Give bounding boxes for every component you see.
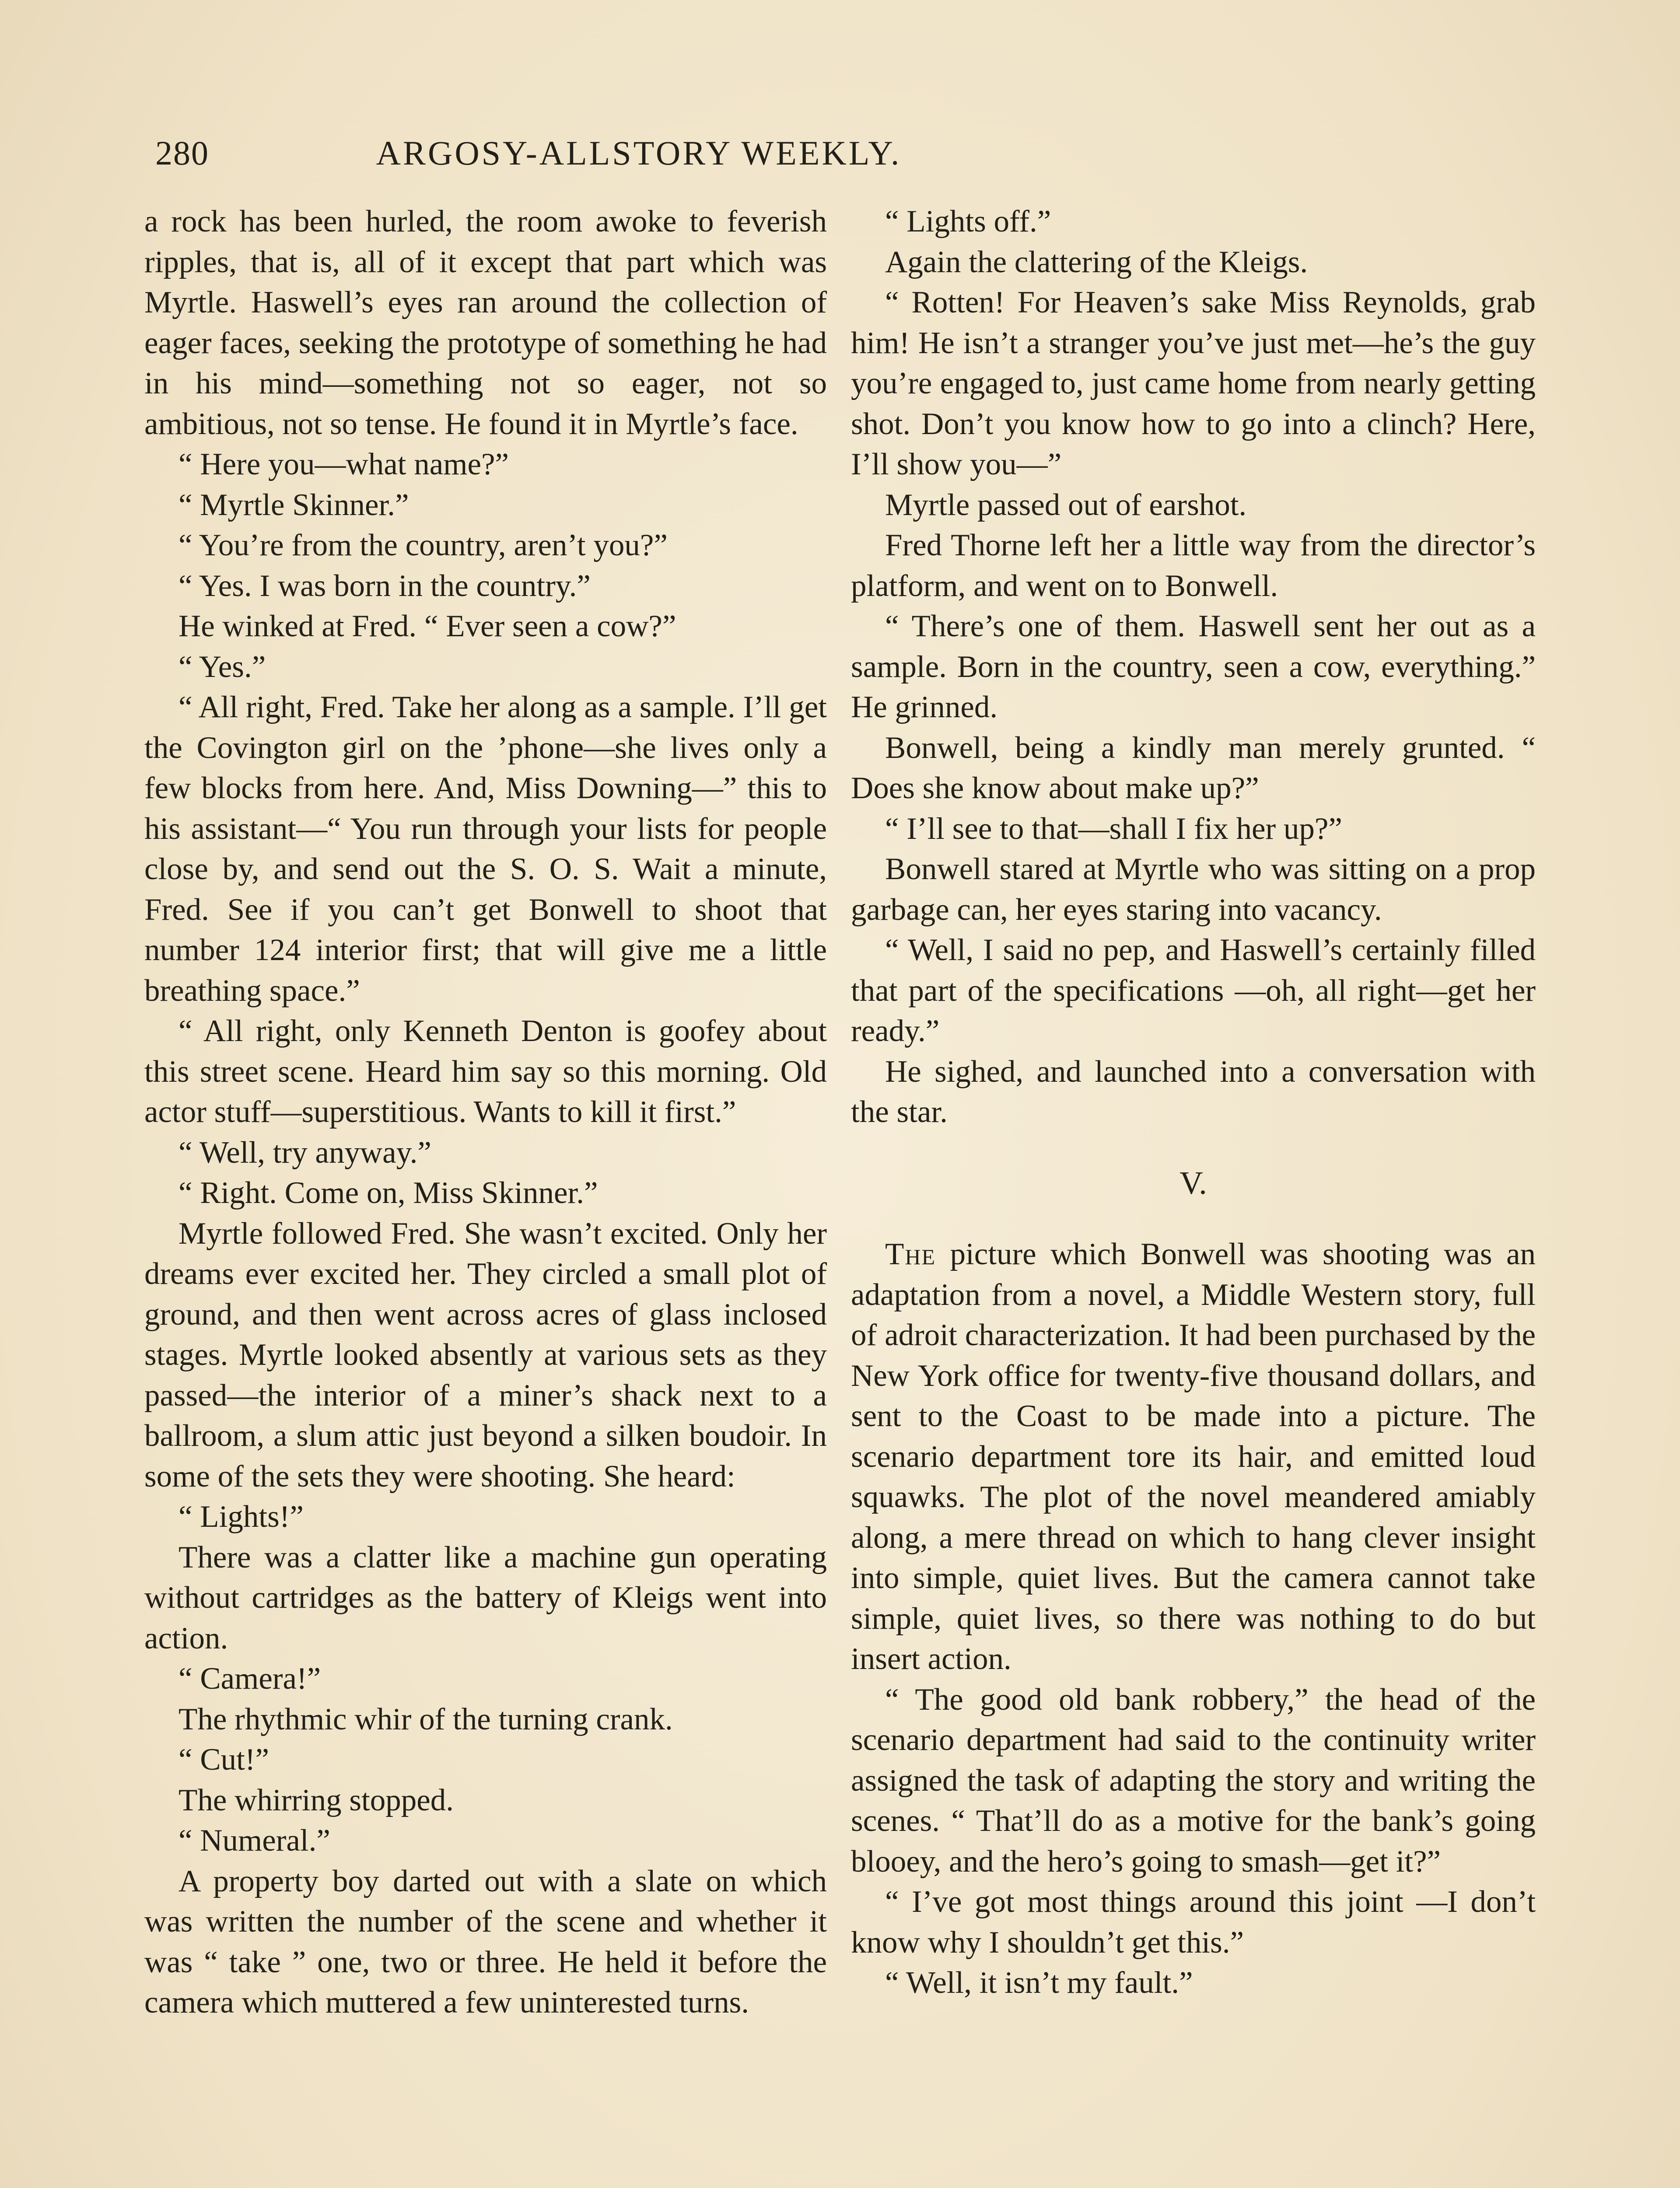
paragraph: “ Lights!”: [178, 1500, 304, 1534]
section-lead-word: The: [885, 1237, 936, 1271]
left-text-column: [144, 201, 827, 2023]
paragraph: Myrtle followed Fred. She wasn’t excited. Only her dreams ever excited her. They circled a small plot of ground, and then went across acres of glass inclosed stages. Myrtle looked absently at various sets as they passed—the interior of a miner’s shack next to a ballroom, a slum attic just beyond a silken boudoir. In some of the sets they were shooting. She heard:: [144, 1216, 827, 1494]
paragraph: Fred Thorne left her a little way from the director’s platform, and went on to Bonwell.: [851, 528, 1536, 603]
paragraph: “ I’ve got most things around this joint —I don’t know why I shouldn’t get this.”: [851, 1885, 1536, 1960]
paragraph: “ Myrtle Skinner.”: [178, 487, 409, 522]
running-header: [155, 127, 1122, 179]
paragraph: “ Numeral.”: [178, 1823, 330, 1858]
paragraph: “ There’s one of them. Haswell sent her out as a sample. Born in the country, seen a cow, everything.” He grinned.: [851, 609, 1536, 724]
paragraph: a rock has been hurled, the room awoke to feverish ripples, that is, all of it except that part which was Myrtle. Haswell’s eyes ran around the collection of eager faces, seeking the prototype of something he had in his mind—something not so eager, not so ambitious, not so tense. He found it in Myrtle’s face.: [144, 204, 827, 441]
paragraph: “ Well, I said no pep, and Haswell’s certainly filled that part of the specifications —oh, all right—get her ready.”: [851, 933, 1536, 1048]
page-number: 280: [155, 134, 209, 172]
paragraph: “ Yes. I was born in the country.”: [178, 568, 591, 603]
paragraph: Bonwell stared at Myrtle who was sitting on a prop garbage can, her eyes staring into vacancy.: [851, 852, 1536, 927]
paragraph: He winked at Fred. “ Ever seen a cow?”: [178, 609, 676, 643]
paragraph: “ Cut!”: [178, 1743, 270, 1777]
paragraph: He sighed, and launched into a conversation with the star.: [851, 1054, 1536, 1129]
paragraph: “ All right, Fred. Take her along as a sample. I’ll get the Covington girl on the ’phone—she lives only a few blocks from here. And, Miss Downing—” this to his assistant—“ You run through your lists for people close by, and send out the S. O. S. Wait a minute, Fred. See if you can’t get Bonwell to shoot that number 124 interior first; that will give me a little breathing space.”: [144, 690, 827, 1008]
paragraph: “ All right, only Kenneth Denton is goofey about this street scene. Heard him say so this morning. Old actor stuff—superstitious. Wants to kill it first.”: [144, 1014, 827, 1129]
section-first-paragraph: [851, 1234, 1536, 1680]
paragraph: Myrtle passed out of earshot.: [885, 487, 1247, 522]
paragraph: “ Lights off.”: [885, 204, 1051, 238]
magazine-title: ARGOSY-ALLSTORY WEEKLY.: [376, 134, 902, 172]
right-column-top: [851, 201, 1536, 1133]
paragraph: “ Rotten! For Heaven’s sake Miss Reynolds, grab him! He isn’t a stranger you’ve just met—he’s the guy you’re engaged to, just came home from nearly getting shot. Don’t you know how to go into a clinch? Here, I’ll show you—”: [851, 285, 1536, 481]
paragraph: “ Right. Come on, Miss Skinner.”: [178, 1176, 598, 1210]
right-column-bottom: [851, 1680, 1536, 2003]
paragraph: The whirring stopped.: [178, 1783, 454, 1817]
section-heading: V.: [1180, 1165, 1207, 1201]
section-first-paragraph-text: picture which Bonwell was shooting was an adaptation from a novel, a Middle Western story, full of adroit characterization. It had been purchased by the New York office for twenty-five thousand dollars, and sent to the Coast to be made into a picture. The scenario department tore its hair, and emitted loud squawks. The plot of the novel meandered amiably along, a mere thread on which to hang clever insight into simple, quiet lives. But the camera cannot take simple, quiet lives, so there was nothing to do but insert action.: [851, 1237, 1536, 1676]
paragraph: “ You’re from the country, aren’t you?”: [178, 528, 668, 562]
paragraph: Again the clattering of the Kleigs.: [885, 245, 1308, 279]
paragraph: The rhythmic whir of the turning crank.: [178, 1702, 673, 1736]
paragraph: There was a clatter like a machine gun operating without cartridges as the battery of Kleigs went into action.: [144, 1540, 827, 1655]
paragraph: “ Well, it isn’t my fault.”: [885, 1966, 1193, 2000]
paragraph: “ I’ll see to that—shall I fix her up?”: [885, 811, 1342, 846]
paragraph: A property boy darted out with a slate on which was written the number of the scene and whether it was “ take ” one, two or three. He held it before the camera which muttered a few uninterested turns.: [144, 1864, 827, 2020]
paragraph: “ Camera!”: [178, 1662, 321, 1696]
paragraph: Bonwell, being a kindly man merely grunted. “ Does she know about make up?”: [851, 730, 1536, 805]
paragraph: “ The good old bank robbery,” the head of the scenario department had said to the continuity writer assigned the task of adapting the story and writing the scenes. “ That’ll do as a motive for the bank’s going blooey, and the hero’s going to smash—get it?”: [851, 1682, 1536, 1879]
paragraph: “ Well, try anyway.”: [178, 1135, 431, 1170]
paragraph: “ Here you—what name?”: [178, 447, 509, 481]
right-text-column: [851, 201, 1536, 2003]
paragraph: “ Yes.”: [178, 649, 266, 684]
